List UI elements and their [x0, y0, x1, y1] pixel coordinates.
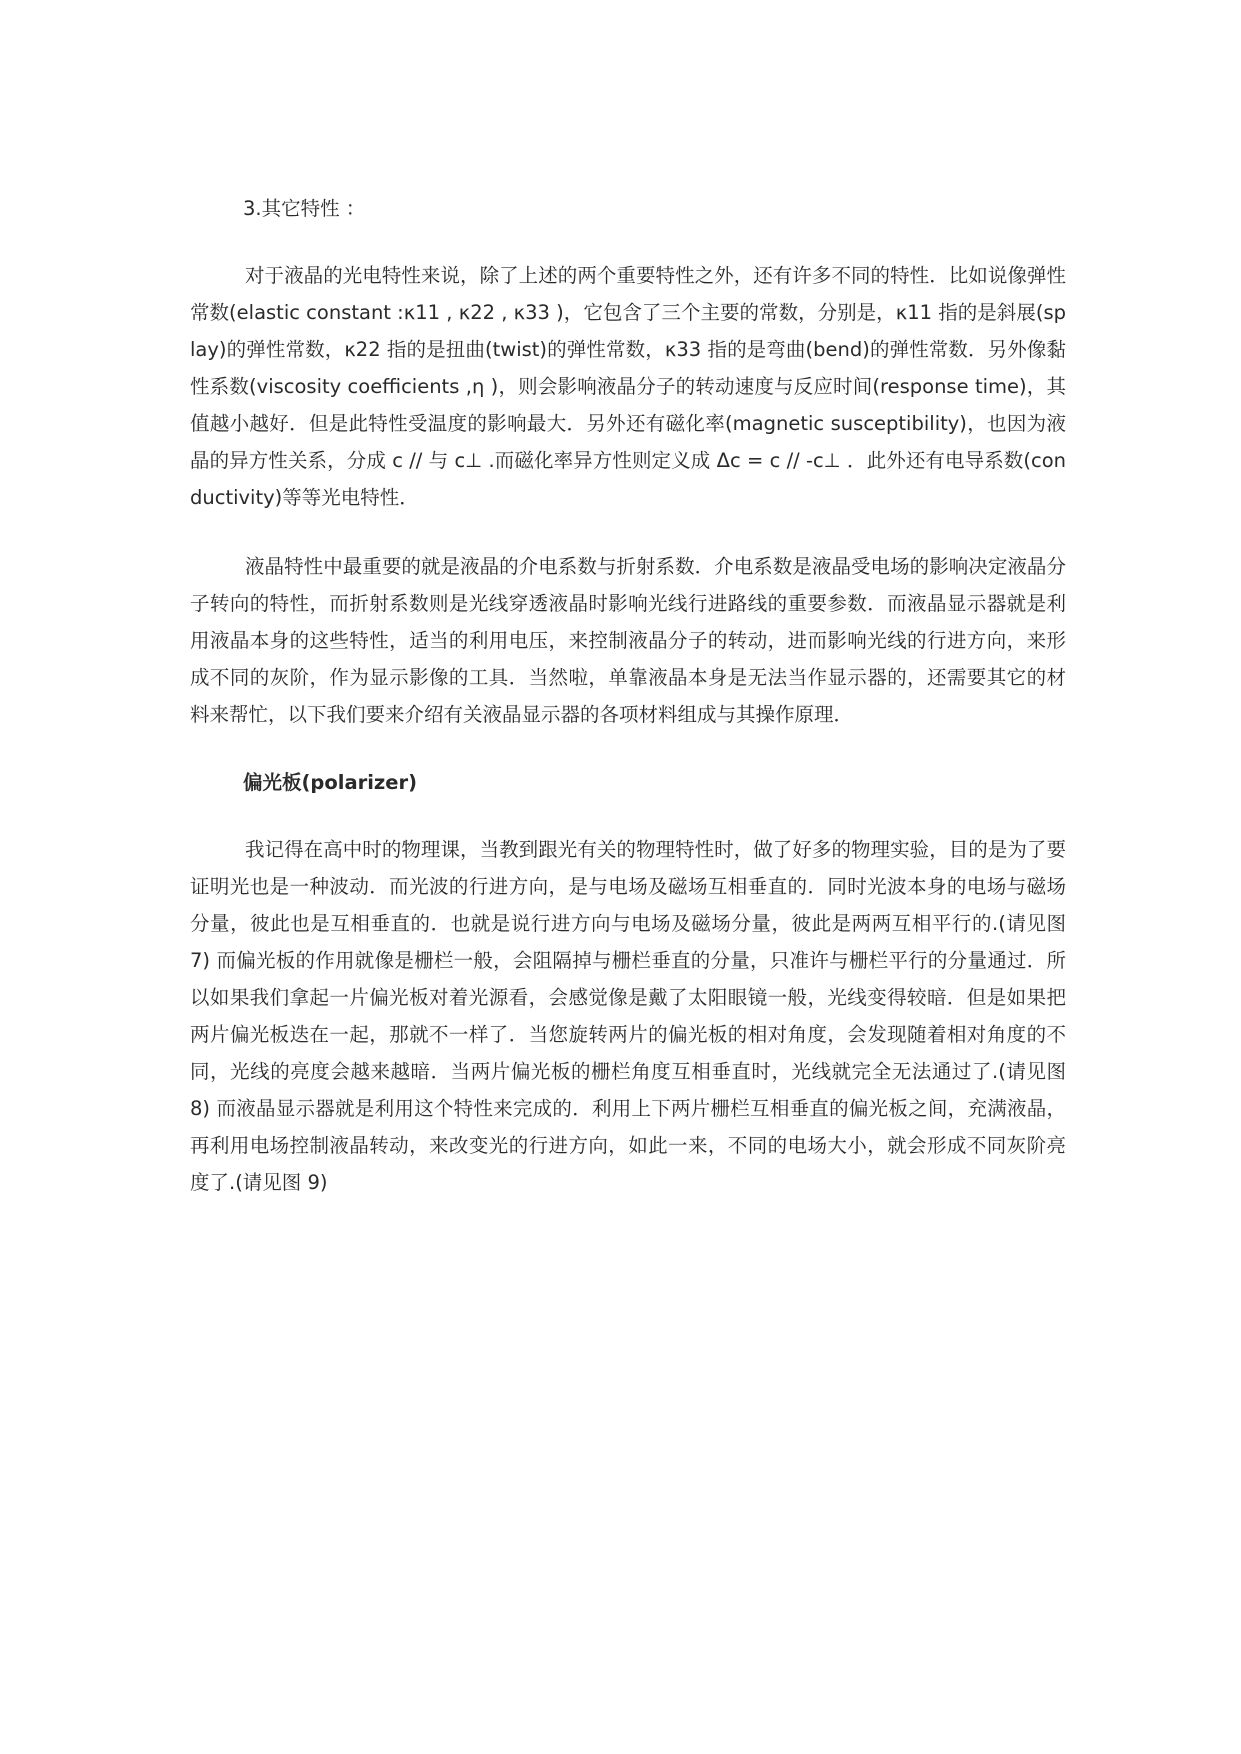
polarizer-subheading: 偏光板(polarizer)	[243, 771, 418, 794]
paragraph-polarizer: 我记得在高中时的物理课，当教到跟光有关的物理特性时，做了好多的物理实验，目的是为了要证明光也是一种波动．而光波的行进方向，是与电场及磁场互相垂直的．同时光波本身的电场与磁场分量，彼此也是互相垂直的．也就是说行进方向与电场及磁场分量，彼此是两两互相平行的.(请见图 7) 而偏光板的作用就像是栅栏一般，会阻隔掉与栅栏垂直的分量，只准许与栅栏平行的分量通过．所以如果我们拿起一片偏光板对着光源看，会感觉像是戴了太阳眼镜一般，光线变得较暗．但是如果把两片偏光板迭在一起，那就不一样了．当您旋转两片的偏光板的相对角度，会发现随着相对角度的不同，光线的亮度会越来越暗．当两片偏光板的栅栏角度互相垂直时，光线就完全无法通过了.(请见图 8) 而液晶显示器就是利用这个特性来完成的．利用上下两片栅栏互相垂直的偏光板之间，充满液晶，再利用电场控制液晶转动，来改变光的行进方向，如此一来，不同的电场大小，就会形成不同灰阶亮度了.(请见图 9)	[190, 838, 1066, 1194]
spacer	[190, 227, 1066, 257]
paragraph-dielectric-refraction: 液晶特性中最重要的就是液晶的介电系数与折射系数．介电系数是液晶受电场的影响决定液晶分子转向的特性，而折射系数则是光线穿透液晶时影响光线行进路线的重要参数．而液晶显示器就是利用液晶本身的这些特性，适当的利用电压，来控制液晶分子的转动，进而影响光线的行进方向，来形成不同的灰阶，作为显示影像的工具．当然啦，单靠液晶本身是无法当作显示器的，还需要其它的材料来帮忙，以下我们要来介绍有关液晶显示器的各项材料组成与其操作原理．	[190, 555, 1066, 726]
spacer	[190, 801, 1066, 831]
document-body	[190, 190, 1066, 1201]
section-heading: 3.其它特性 ：	[243, 197, 366, 220]
paragraph-other-properties: 对于液晶的光电特性来说，除了上述的两个重要特性之外，还有许多不同的特性．比如说像弹性常数(elastic constant :κ11 , κ22 , κ33 )，它包含了三个主要的常数，分别是，κ11 指的是斜展(splay)的弹性常数，κ22 指的是扭曲(twist)的弹性常数，κ33 指的是弯曲(bend)的弹性常数．另外像黏性系数(viscosity coefficients ,η )，则会影响液晶分子的转动速度与反应时间(response time)，其值越小越好．但是此特性受温度的影响最大．另外还有磁化率(magnetic susceptibility)，也因为液晶的异方性关系，分成 c // 与 c⊥ .而磁化率异方性则定义成 Δc = c // -c⊥ ．此外还有电导系数(conductivity)等等光电特性．	[190, 264, 1066, 509]
spacer	[190, 733, 1066, 764]
spacer	[190, 516, 1066, 548]
